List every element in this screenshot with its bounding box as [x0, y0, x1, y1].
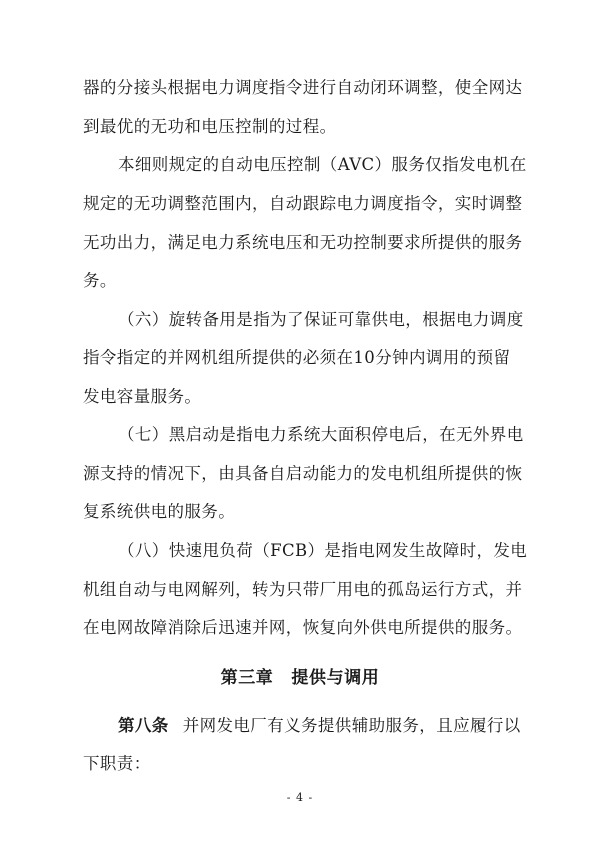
text-line: 无功出力，满足电力系统电压和无功控制要求所提供的服务 — [83, 233, 523, 252]
chapter-title: 提供与调用 — [291, 668, 380, 688]
text-line: 规定的无功调整范围内，自动跟踪电力调度指令，实时调整 — [83, 194, 523, 213]
text-line: 发电容量服务。 — [83, 387, 202, 406]
text-line: （七）黑启动是指电力系统大面积停电后，在无外界电 — [118, 425, 524, 444]
text-line: 指令指定的并网机组所提供的必须在10分钟内调用的预留 — [83, 348, 511, 367]
article-line — [118, 716, 521, 736]
text-line: （八）快速甩负荷（FCB）是指电网发生故障时，发电 — [118, 541, 528, 560]
text-line: 源支持的情况下，由具备自启动能力的发电机组所提供的恢 — [83, 464, 523, 483]
text-line: 务。 — [83, 271, 117, 290]
text-line: 下职责： — [83, 754, 151, 773]
article-label: 第八条 — [118, 716, 169, 735]
text-line: 到最优的无功和电压控制的过程。 — [83, 117, 337, 136]
chapter-heading — [0, 668, 600, 688]
text-line: 器的分接头根据电力调度指令进行自动闭环调整，使全网达 — [83, 78, 523, 97]
article-text: 并网发电厂有义务提供辅助服务，且应履行以 — [182, 716, 521, 735]
text-line: 复系统供电的服务。 — [83, 502, 236, 521]
text-line: 在电网故障消除后迅速并网，恢复向外供电所提供的服务。 — [83, 618, 523, 637]
text-line: 本细则规定的自动电压控制（AVC）服务仅指发电机在 — [118, 155, 527, 174]
text-line: 机组自动与电网解列，转为只带厂用电的孤岛运行方式，并 — [83, 580, 523, 599]
chapter-number: 第三章 — [220, 668, 274, 688]
page-number: - 4 - — [286, 791, 314, 804]
text-line: （六）旋转备用是指为了保证可靠供电，根据电力调度 — [118, 310, 524, 329]
